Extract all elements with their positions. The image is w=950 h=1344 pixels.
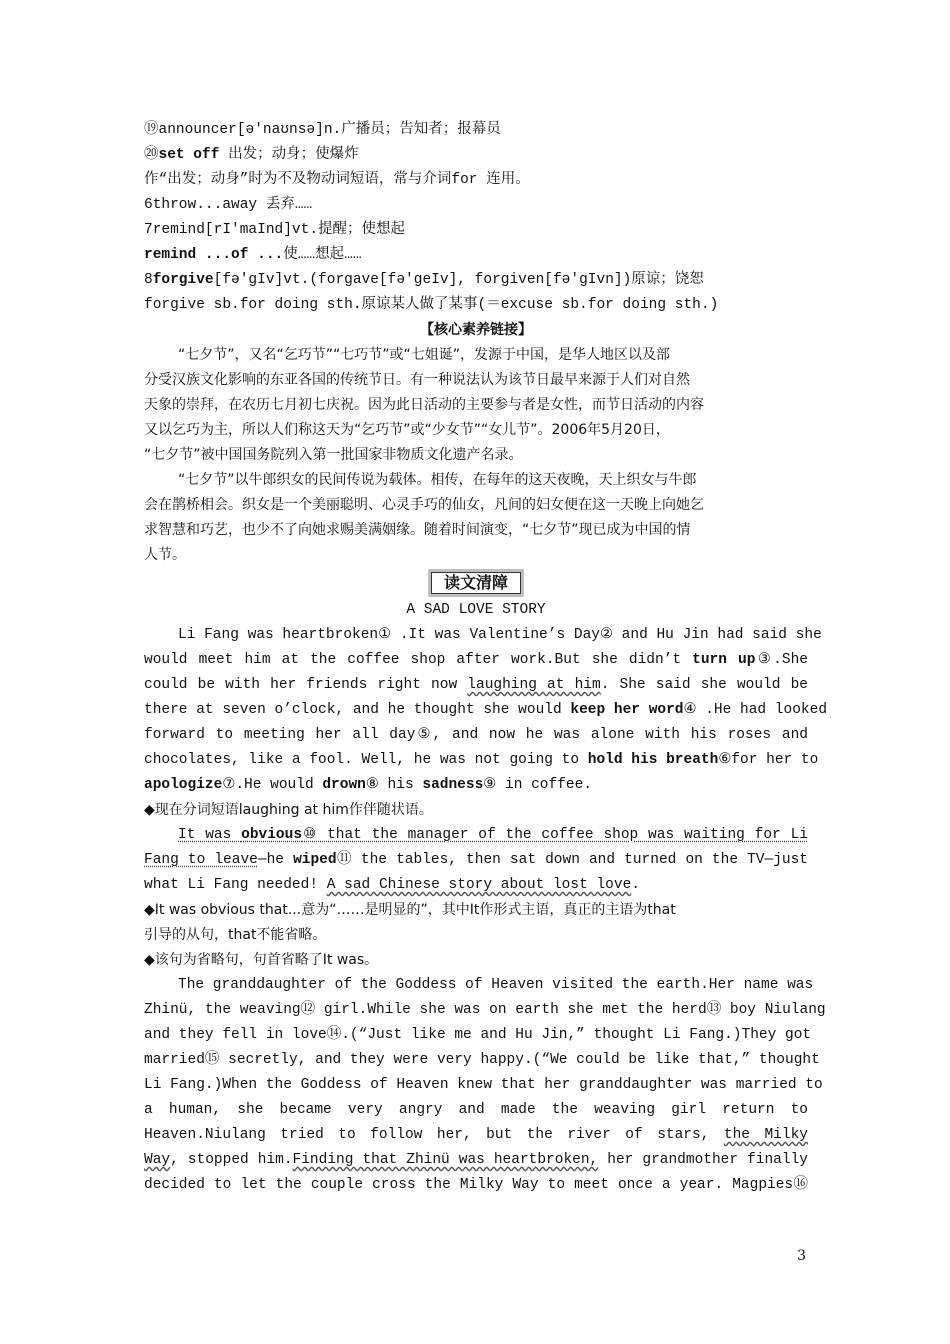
- culture-paragraph-line: 会在鹊桥相会。织女是一个美丽聪明、心灵手巧的仙女，凡间的妇女便在这一天晚上向她乞: [144, 497, 704, 513]
- key-phrase: turn up: [692, 652, 756, 668]
- vocab-entry: announcer[ə'naʊnsə]n.广播员；告知者；报幕员: [158, 122, 501, 138]
- document-page: [144, 118, 828, 1198]
- story-text: Heaven.Niulang tried to follow her, but the river of stars,: [144, 1127, 724, 1143]
- story-text: .: [631, 877, 640, 893]
- story-text: . She said she would be: [600, 677, 808, 693]
- story-line: [144, 1123, 808, 1148]
- story-text: would meet him at the coffee shop after work.But she didn’t: [144, 652, 693, 668]
- story-text: could be with her friends right now: [144, 677, 468, 693]
- story-text: ⑪ the tables, then sat down and turned on the TV—just: [336, 852, 809, 868]
- grammar-note: ◆现在分词短语laughing at him作伴随状语。: [144, 802, 433, 818]
- culture-paragraph-line: 求智慧和巧艺，也少不了向她求赐美满姻缘。随着时间演变，“七夕节”现已成为中国的情: [144, 522, 691, 538]
- story-text: what Li Fang needed!: [144, 877, 327, 893]
- story-text: ③.She: [755, 652, 808, 668]
- vocab-term: remind ...of ...: [144, 247, 284, 263]
- story-text: It was: [178, 827, 242, 843]
- story-text: there at seven o’clock, and he thought she would: [144, 702, 571, 718]
- underlined-phrase: Way: [144, 1152, 171, 1168]
- culture-paragraph-line: 分受汉族文化影响的东亚各国的传统节日。有一种说法认为该节日最早来源于人们对自然: [144, 372, 690, 388]
- story-line: Zhinü, the weaving⑫ girl.While she was on earth she met the herd⑬ boy Niulang: [144, 1002, 826, 1018]
- story-text: her grandmother finally: [598, 1152, 808, 1168]
- underlined-phrase: A sad Chinese story about lost love: [326, 877, 632, 893]
- key-phrase: drown: [322, 777, 366, 793]
- story-line: married⑮ secretly, and they were very happy.(“We could be like that,” thought: [144, 1052, 820, 1068]
- grammar-note: 引导的从句，that不能省略。: [144, 927, 327, 943]
- vocab-line-announcer: [144, 118, 808, 143]
- underlined-phrase: the Milky: [723, 1127, 808, 1143]
- underlined-phrase: Fang to leave: [144, 852, 258, 868]
- vocab-line-set-off: [144, 143, 808, 168]
- story-line: Li Fang was heartbroken① .It was Valentine’s Day② and Hu Jin had said she: [178, 627, 822, 643]
- story-title: A SAD LOVE STORY: [406, 602, 546, 618]
- key-phrase: wiped: [293, 852, 337, 868]
- story-line: [144, 848, 808, 873]
- story-line: Li Fang.)When the Goddess of Heaven knew that her granddaughter was married to: [144, 1077, 823, 1093]
- culture-paragraph-line: “七夕节”以牛郎织女的民间传说为载体。相传，在每年的这天夜晚，天上织女与牛郎: [178, 472, 697, 488]
- story-text: —he: [257, 852, 294, 868]
- story-text: ④ .He had looked: [683, 702, 828, 718]
- story-text: ⑦.He would: [222, 777, 323, 793]
- vocab-line-remind: 7remind[rI'maInd]vt.提醒；使想起: [144, 222, 406, 238]
- vocab-line-remind-of: [144, 243, 808, 268]
- footnote-marker: ⑲: [144, 122, 159, 138]
- vocab-line-forgive: [144, 268, 808, 293]
- culture-paragraph-line: “七夕节”，又名“乞巧节”“七巧节”或“七姐诞”，发源于中国，是华人地区以及部: [178, 347, 671, 363]
- story-line: [144, 823, 808, 848]
- story-line: [144, 648, 808, 673]
- section-banner: [144, 568, 808, 598]
- story-text: ⑨ in coffee.: [483, 777, 593, 793]
- story-line: [144, 673, 808, 698]
- page-number: 3: [797, 1248, 806, 1264]
- vocab-definition: 使……想起……: [283, 247, 362, 263]
- vocab-note: 作“出发；动身”时为不及物动词短语，常与介词for 连用。: [144, 172, 530, 188]
- key-phrase: sadness: [422, 777, 484, 793]
- story-text: ⑩ that the manager of the coffee shop was waiting for Li: [302, 827, 808, 843]
- vocab-definition: [fə'gIv]vt.(forgave[fə'geIv], forgiven[fə'gIvn])原谅；饶恕: [213, 272, 704, 288]
- story-text: chocolates, like a fool. Well, he was not going to: [144, 752, 588, 768]
- banner-label: 读文清障: [431, 572, 521, 594]
- footnote-marker: ⑳: [144, 147, 159, 163]
- vocab-line-forgive-usage: forgive sb.for doing sth.原谅某人做了某事(＝excuse sb.for doing sth.): [144, 297, 719, 313]
- story-line: [144, 1148, 808, 1173]
- grammar-note: ◆该句为省略句，句首省略了It was。: [144, 952, 379, 968]
- underlined-phrase: [178, 827, 808, 843]
- vocab-number: 8: [144, 272, 153, 288]
- story-line: decided to let the couple cross the Milky Way to meet once a year. Magpies⑯: [144, 1177, 808, 1193]
- story-line: [144, 873, 808, 898]
- story-line: [144, 698, 828, 723]
- story-line: a human, she became very angry and made the weaving girl return to: [144, 1102, 808, 1118]
- story-line: forward to meeting her all day⑤, and now he was alone with his roses and: [144, 727, 808, 743]
- key-phrase: keep her word: [570, 702, 684, 718]
- culture-paragraph-line: 天象的崇拜，在农历七月初七庆祝。因为此日活动的主要参与者是女性，而节日活动的内容: [144, 397, 704, 413]
- key-phrase: hold his breath: [587, 752, 719, 768]
- story-text: ⑧ his: [365, 777, 423, 793]
- key-phrase: obvious: [241, 827, 303, 843]
- grammar-note: ◆It was obvious that...意为“……是明显的”，其中It作形式主语，真正的主语为that: [144, 902, 676, 918]
- key-phrase: apologize: [144, 777, 223, 793]
- culture-paragraph-line: “七夕节”被中国国务院列入第一批国家非物质文化遗产名录。: [144, 447, 523, 463]
- culture-paragraph-line: 又以乞巧为主，所以人们称这天为“乞巧节”或“少女节”“女儿节”。2006年5月20日，: [144, 422, 670, 438]
- section-heading: 【核心素养链接】: [420, 322, 532, 338]
- underlined-phrase: Finding that Zhinü was heartbroken,: [292, 1152, 599, 1168]
- vocab-definition: 出发；动身；使爆炸: [219, 147, 359, 163]
- story-line: [144, 773, 808, 798]
- story-line: The granddaughter of the Goddess of Heaven visited the earth.Her name was: [178, 977, 814, 993]
- culture-paragraph-line: 人节。: [144, 547, 186, 563]
- story-text: , stopped him.: [170, 1152, 293, 1168]
- vocab-term: set off: [158, 147, 220, 163]
- vocab-term: forgive: [152, 272, 214, 288]
- vocab-line-throw-away: 6throw...away 丢弃……: [144, 197, 313, 213]
- underlined-phrase: laughing at him: [467, 677, 601, 693]
- story-text: ⑥for her to: [718, 752, 819, 768]
- story-line: [144, 748, 819, 773]
- story-line: and they fell in love⑭.(“Just like me and Hu Jin,” thought Li Fang.)They got: [144, 1027, 812, 1043]
